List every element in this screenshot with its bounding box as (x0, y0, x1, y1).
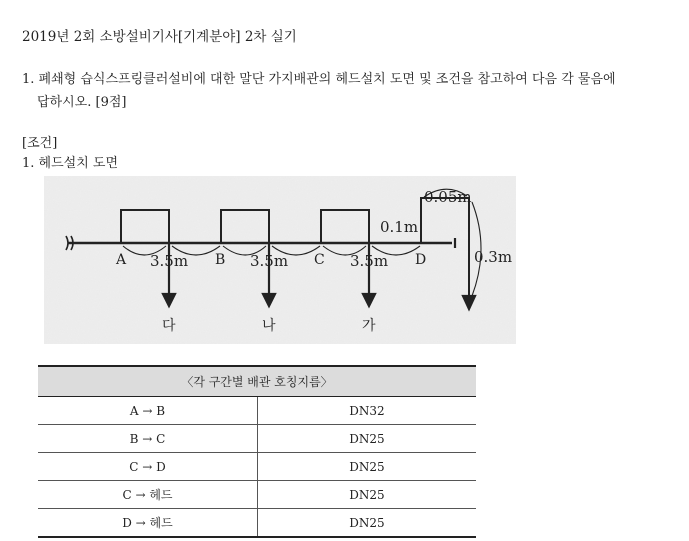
size-cell: DN25 (258, 453, 477, 481)
table-row (38, 425, 476, 453)
section-cell: C → D (38, 453, 258, 481)
section-cell: C → 헤드 (38, 481, 258, 509)
dim-label-ab: 3.5m (150, 252, 189, 270)
point-label-a: A (116, 252, 127, 268)
question-text-line2: 답하시오. [9점] (37, 95, 127, 110)
point-label-c: C (314, 252, 325, 268)
table-caption: 〈각 구간별 배관 호칭지름〉 (38, 366, 476, 397)
size-cell: DN32 (258, 397, 477, 425)
head-label-da: 다 (162, 318, 176, 334)
exam-title: 2019년 2회 소방설비기사[기계분야] 2차 실기 (22, 29, 297, 45)
condition-item-1: 1. 헤드설치 도면 (22, 156, 119, 171)
table-row (38, 397, 476, 425)
table-row (38, 509, 476, 538)
size-cell: DN25 (258, 481, 477, 509)
section-cell: B → C (38, 425, 258, 453)
section-cell: D → 헤드 (38, 509, 258, 538)
point-label-d: D (415, 252, 427, 268)
conditions-heading: [조건] (22, 136, 58, 151)
size-cell: DN25 (258, 425, 477, 453)
head-installation-drawing (44, 176, 516, 344)
question-text-line1: 1. 폐쇄형 습식스프링클러설비에 대한 말단 가지배관의 헤드설치 도면 및 조건을 참고하여 다음 각 물음에 (22, 72, 616, 87)
dim-label-horizontal: 0.05m (424, 188, 472, 206)
dim-label-bc: 3.5m (250, 252, 289, 270)
dim-label-drop: 0.3m (474, 248, 513, 266)
pipe-end-cap (454, 238, 455, 248)
table-row (38, 481, 476, 509)
dim-label-riser: 0.1m (380, 218, 419, 236)
size-cell: DN25 (258, 509, 477, 538)
table-row (38, 453, 476, 481)
head-label-ga: 가 (362, 318, 376, 334)
point-label-b: B (215, 252, 226, 268)
dim-label-cd: 3.5m (350, 252, 389, 270)
pipe-size-table (38, 365, 476, 538)
section-cell: A → B (38, 397, 258, 425)
head-label-na: 나 (262, 318, 276, 334)
